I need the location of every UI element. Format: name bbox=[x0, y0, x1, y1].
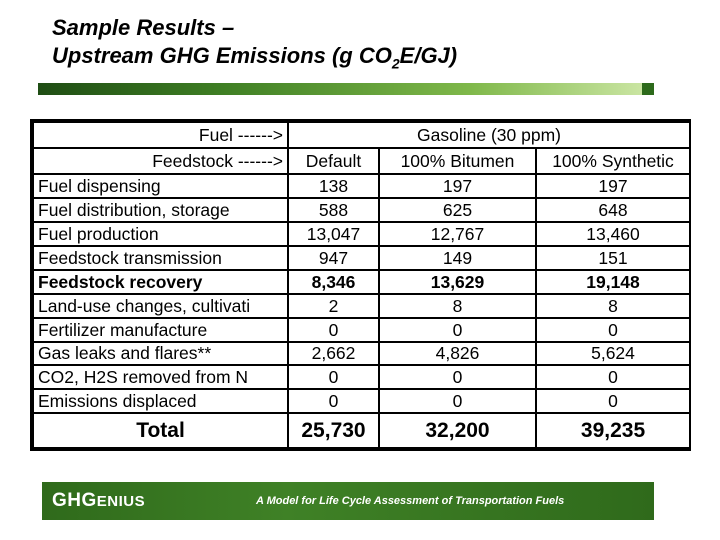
row-value: 8 bbox=[379, 294, 536, 318]
column-header: Default bbox=[288, 148, 379, 174]
row-label: Fuel production bbox=[33, 222, 288, 246]
row-label: Feedstock recovery bbox=[33, 270, 288, 294]
table-row bbox=[33, 389, 690, 413]
title-line-2-pre: Upstream GHG Emissions (g CO bbox=[52, 43, 392, 68]
row-label: CO2, H2S removed from N bbox=[33, 365, 288, 389]
row-label: Fuel dispensing bbox=[33, 174, 288, 198]
table-row bbox=[33, 222, 690, 246]
row-value: 8,346 bbox=[288, 270, 379, 294]
table-row bbox=[33, 198, 690, 222]
title-underline-bar bbox=[38, 83, 654, 95]
table-row bbox=[33, 270, 690, 294]
column-header: 100% Synthetic bbox=[536, 148, 690, 174]
results-table bbox=[32, 121, 691, 449]
row-value: 0 bbox=[288, 389, 379, 413]
row-value: 13,629 bbox=[379, 270, 536, 294]
fuel-label: Fuel ------> bbox=[33, 122, 288, 148]
row-value: 588 bbox=[288, 198, 379, 222]
logo-rest: ENIUS bbox=[96, 493, 146, 510]
row-label: Gas leaks and flares** bbox=[33, 342, 288, 366]
row-value: 4,826 bbox=[379, 342, 536, 366]
row-value: 138 bbox=[288, 174, 379, 198]
row-value: 149 bbox=[379, 246, 536, 270]
table-row bbox=[33, 174, 690, 198]
row-value: 648 bbox=[536, 198, 690, 222]
row-value: 625 bbox=[379, 198, 536, 222]
footer-tagline: A Model for Life Cycle Assessment of Transportation Fuels bbox=[256, 495, 565, 507]
row-value: 0 bbox=[536, 389, 690, 413]
row-value: 0 bbox=[536, 365, 690, 389]
fuel-value: Gasoline (30 ppm) bbox=[288, 122, 690, 148]
title-line-1: Sample Results – bbox=[52, 15, 235, 40]
table-row bbox=[33, 365, 690, 389]
slide-title bbox=[52, 14, 457, 77]
row-value: 197 bbox=[379, 174, 536, 198]
title-underline-bar-end bbox=[642, 83, 654, 95]
table-row bbox=[33, 246, 690, 270]
row-label: Emissions displaced bbox=[33, 389, 288, 413]
title-line-2 bbox=[52, 42, 457, 77]
ghgenius-logo bbox=[52, 490, 145, 512]
row-value: 151 bbox=[536, 246, 690, 270]
row-label: Fertilizer manufacture bbox=[33, 318, 288, 342]
total-value: 25,730 bbox=[288, 413, 379, 448]
row-value: 13,460 bbox=[536, 222, 690, 246]
row-value: 12,767 bbox=[379, 222, 536, 246]
row-value: 19,148 bbox=[536, 270, 690, 294]
row-value: 5,624 bbox=[536, 342, 690, 366]
row-label: Fuel distribution, storage bbox=[33, 198, 288, 222]
table-row bbox=[33, 342, 690, 366]
row-value: 0 bbox=[288, 365, 379, 389]
table-row bbox=[33, 318, 690, 342]
title-subscript: 2 bbox=[391, 55, 400, 72]
total-row bbox=[33, 413, 690, 448]
row-value: 0 bbox=[379, 389, 536, 413]
row-value: 13,047 bbox=[288, 222, 379, 246]
table-row bbox=[33, 294, 690, 318]
logo-main: GHG bbox=[52, 490, 97, 511]
row-value: 2,662 bbox=[288, 342, 379, 366]
total-value: 32,200 bbox=[379, 413, 536, 448]
total-label: Total bbox=[33, 413, 288, 448]
title-line-2-post: E/GJ) bbox=[399, 43, 458, 68]
row-value: 0 bbox=[379, 318, 536, 342]
row-value: 947 bbox=[288, 246, 379, 270]
row-value: 2 bbox=[288, 294, 379, 318]
table-body bbox=[33, 174, 690, 413]
footer-banner bbox=[42, 482, 654, 520]
row-label: Feedstock transmission bbox=[33, 246, 288, 270]
row-value: 0 bbox=[288, 318, 379, 342]
row-label: Land-use changes, cultivati bbox=[33, 294, 288, 318]
feedstock-label: Feedstock ------> bbox=[33, 148, 288, 174]
row-value: 0 bbox=[379, 365, 536, 389]
row-value: 0 bbox=[536, 318, 690, 342]
feedstock-header-row bbox=[33, 148, 690, 174]
column-header: 100% Bitumen bbox=[379, 148, 536, 174]
row-value: 197 bbox=[536, 174, 690, 198]
fuel-header-row bbox=[33, 122, 690, 148]
total-value: 39,235 bbox=[536, 413, 690, 448]
row-value: 8 bbox=[536, 294, 690, 318]
results-table-container bbox=[30, 119, 691, 451]
